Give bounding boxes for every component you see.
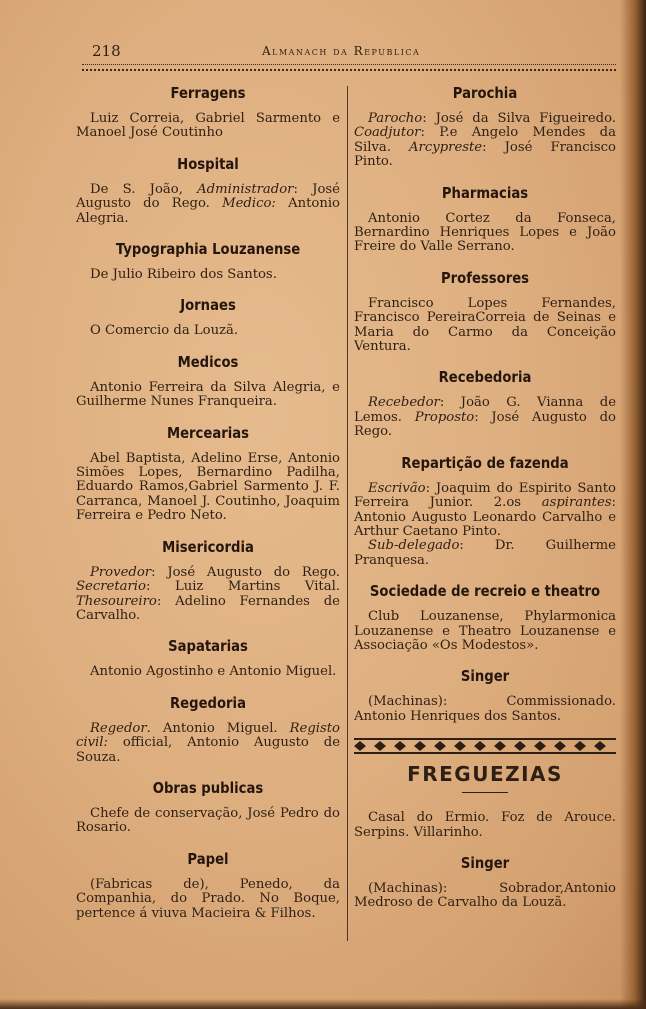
italic-label: Medico: xyxy=(222,196,276,212)
section-text xyxy=(354,482,616,540)
text-run: : José Francisco Pinto. xyxy=(354,139,616,170)
section-text: Club Louzanense, Phylarmonica Louzanense e Theatro Louzanense e Associação «Os Modestos». xyxy=(354,609,616,653)
section-freguezias xyxy=(354,811,616,840)
page-header xyxy=(82,42,614,62)
italic-label: Recebedor xyxy=(368,395,440,411)
section-mercearias xyxy=(76,424,340,524)
section-text: Antonio Ferreira da Silva Alegria, e Guilherme Nunes Franqueira. xyxy=(76,379,340,410)
section-hospital xyxy=(76,155,340,226)
text-run: : Joaquim do Espirito Santo Ferreira Junior. 2.os xyxy=(354,480,616,511)
section-text: (Fabricas de), Penedo, da Companhia, do Prado. No Boque, pertence á viuva Macieira & Filhos. xyxy=(76,876,340,921)
section-text xyxy=(354,112,616,170)
page-bottom-shadow xyxy=(0,999,646,1009)
italic-label: aspirantes xyxy=(541,495,612,511)
right-column xyxy=(354,84,616,925)
italic-label: Coadjutor xyxy=(354,125,421,141)
section-obras-publicas xyxy=(76,779,340,836)
section-pharmacias xyxy=(354,184,616,255)
section-regedoria xyxy=(76,694,340,765)
text-run: official, Antonio Augusto de Souza. xyxy=(76,735,340,765)
section-heading: Jornaes xyxy=(180,296,236,315)
column-divider xyxy=(347,86,348,941)
left-column xyxy=(76,84,340,935)
short-rule xyxy=(462,792,508,793)
running-title: Almanach da Republica xyxy=(262,44,421,58)
text-run: De S. João, xyxy=(90,181,198,197)
italic-label: Registo civil: xyxy=(76,720,340,751)
text-run: : José Augusto do Rego. xyxy=(354,409,616,440)
section-heading: Singer xyxy=(460,667,510,686)
italic-label: Parocho xyxy=(368,111,423,126)
italic-label: Administrador xyxy=(197,181,294,197)
section-heading: Sociedade de recreio e theatro xyxy=(369,582,601,601)
section-heading: Hospital xyxy=(177,154,239,173)
section-jornaes xyxy=(76,296,340,338)
ornament-band xyxy=(354,738,616,754)
section-heading: Professores xyxy=(440,268,530,287)
section-text: Antonio Agostinho e Antonio Miguel. xyxy=(90,664,337,680)
section-text: (Machinas): Commissionado. Antonio Henriques dos Santos. xyxy=(354,694,616,724)
section-heading: Pharmacias xyxy=(441,183,529,202)
section-text xyxy=(76,722,340,765)
italic-label: Escrivão xyxy=(368,480,426,496)
section-heading: Mercearias xyxy=(166,423,250,442)
text-run: : P.e Angelo Mendes da Silva. xyxy=(354,125,616,155)
text-run: : José Augusto do Rego. xyxy=(151,564,340,580)
section-reparticao-fazenda xyxy=(354,454,616,568)
section-medicos xyxy=(76,353,340,410)
section-heading: Obras publicas xyxy=(152,778,264,797)
text-run: : Adelino Fernandes de Carvalho. xyxy=(76,593,340,623)
text-run: : Dr. Guilherme Pranquesa. xyxy=(354,538,616,568)
section-text xyxy=(354,396,616,439)
section-singer-2 xyxy=(354,854,616,911)
section-text: Francisco Lopes Fernandes, Francisco PereiraCorreia de Seinas e Maria do Carmo da Conceição Ventura. xyxy=(354,295,616,355)
section-text: Chefe de conservação, José Pedro do Rosario. xyxy=(76,805,340,836)
section-heading: Recebedoria xyxy=(438,368,532,387)
text-run: Antonio Alegria. xyxy=(76,196,340,226)
section-text: De Julio Ribeiro dos Santos. xyxy=(90,267,277,283)
section-papel xyxy=(76,850,340,921)
section-text: Abel Baptista, Adelino Erse, Antonio Simões Lopes, Bernardino Padilha, Eduardo Ramos,Gabriel Sarmento J. F. Carranca, Manoel J. Coutinho, Joaquim Ferreira e Pedro Neto. xyxy=(76,450,340,524)
section-typographia xyxy=(76,240,340,282)
section-parochia xyxy=(354,84,616,170)
section-text: Casal do Ermio. Foz de Arouce. Serpins. Villarinho. xyxy=(354,810,616,840)
section-heading: Parochia xyxy=(452,84,518,102)
section-heading: Repartição de fazenda xyxy=(401,453,569,472)
section-heading: Medicos xyxy=(177,352,239,371)
text-run: : José da Silva Figueiredo. xyxy=(422,111,616,126)
section-ferragens xyxy=(76,84,340,141)
section-text: O Comercio da Louzã. xyxy=(90,323,239,339)
section-heading: Regedoria xyxy=(170,693,246,712)
section-singer xyxy=(354,667,616,724)
section-text xyxy=(354,539,616,568)
section-text xyxy=(76,183,340,226)
section-heading: Typographia Louzanense xyxy=(115,240,301,259)
section-professores xyxy=(354,269,616,355)
text-run: : Antonio Augusto Leonardo Carvalho e Arthur Caetano Pinto. xyxy=(354,495,616,539)
text-run: : Luiz Martins Vital. xyxy=(145,579,340,595)
section-text xyxy=(76,566,340,624)
section-text: Antonio Cortez da Fonseca, Bernardino Henriques Lopes e João Freire do Valle Serrano. xyxy=(354,210,616,255)
section-heading: Misericordia xyxy=(162,537,254,556)
italic-label: Regedor xyxy=(90,720,147,736)
section-heading: Singer xyxy=(460,853,510,872)
freguezias-title: FREGUEZIAS xyxy=(407,762,563,787)
italic-label: Proposto xyxy=(414,409,475,425)
text-run: . Antonio Miguel. xyxy=(146,720,290,736)
section-text: Luiz Correia, Gabriel Sarmento e Manoel José Coutinho xyxy=(76,111,340,141)
section-heading: Ferragens xyxy=(170,84,246,102)
page-number: 218 xyxy=(92,42,121,60)
section-heading: Sapatarias xyxy=(168,637,248,656)
page-edge-shadow xyxy=(620,0,646,1009)
section-sapatarias xyxy=(76,637,340,679)
header-rule xyxy=(82,64,616,71)
italic-label: Secretario xyxy=(76,579,146,595)
italic-label: Arcypreste xyxy=(409,139,483,155)
italic-label: Provedor xyxy=(90,564,152,580)
section-sociedade-recreio xyxy=(354,582,616,653)
section-recebedoria xyxy=(354,368,616,439)
section-heading: Papel xyxy=(187,849,229,868)
italic-label: Sub-delegado xyxy=(368,538,460,554)
text-run: : José Augusto do Rego. xyxy=(76,181,340,212)
italic-label: Thesoureiro xyxy=(76,593,157,609)
section-text: (Machinas): Sobrador,Antonio Medroso de Carvalho da Louzã. xyxy=(354,880,616,911)
ornament-pattern xyxy=(354,740,616,752)
text-run: : João G. Vianna de Lemos. xyxy=(354,395,616,425)
section-misericordia xyxy=(76,538,340,624)
